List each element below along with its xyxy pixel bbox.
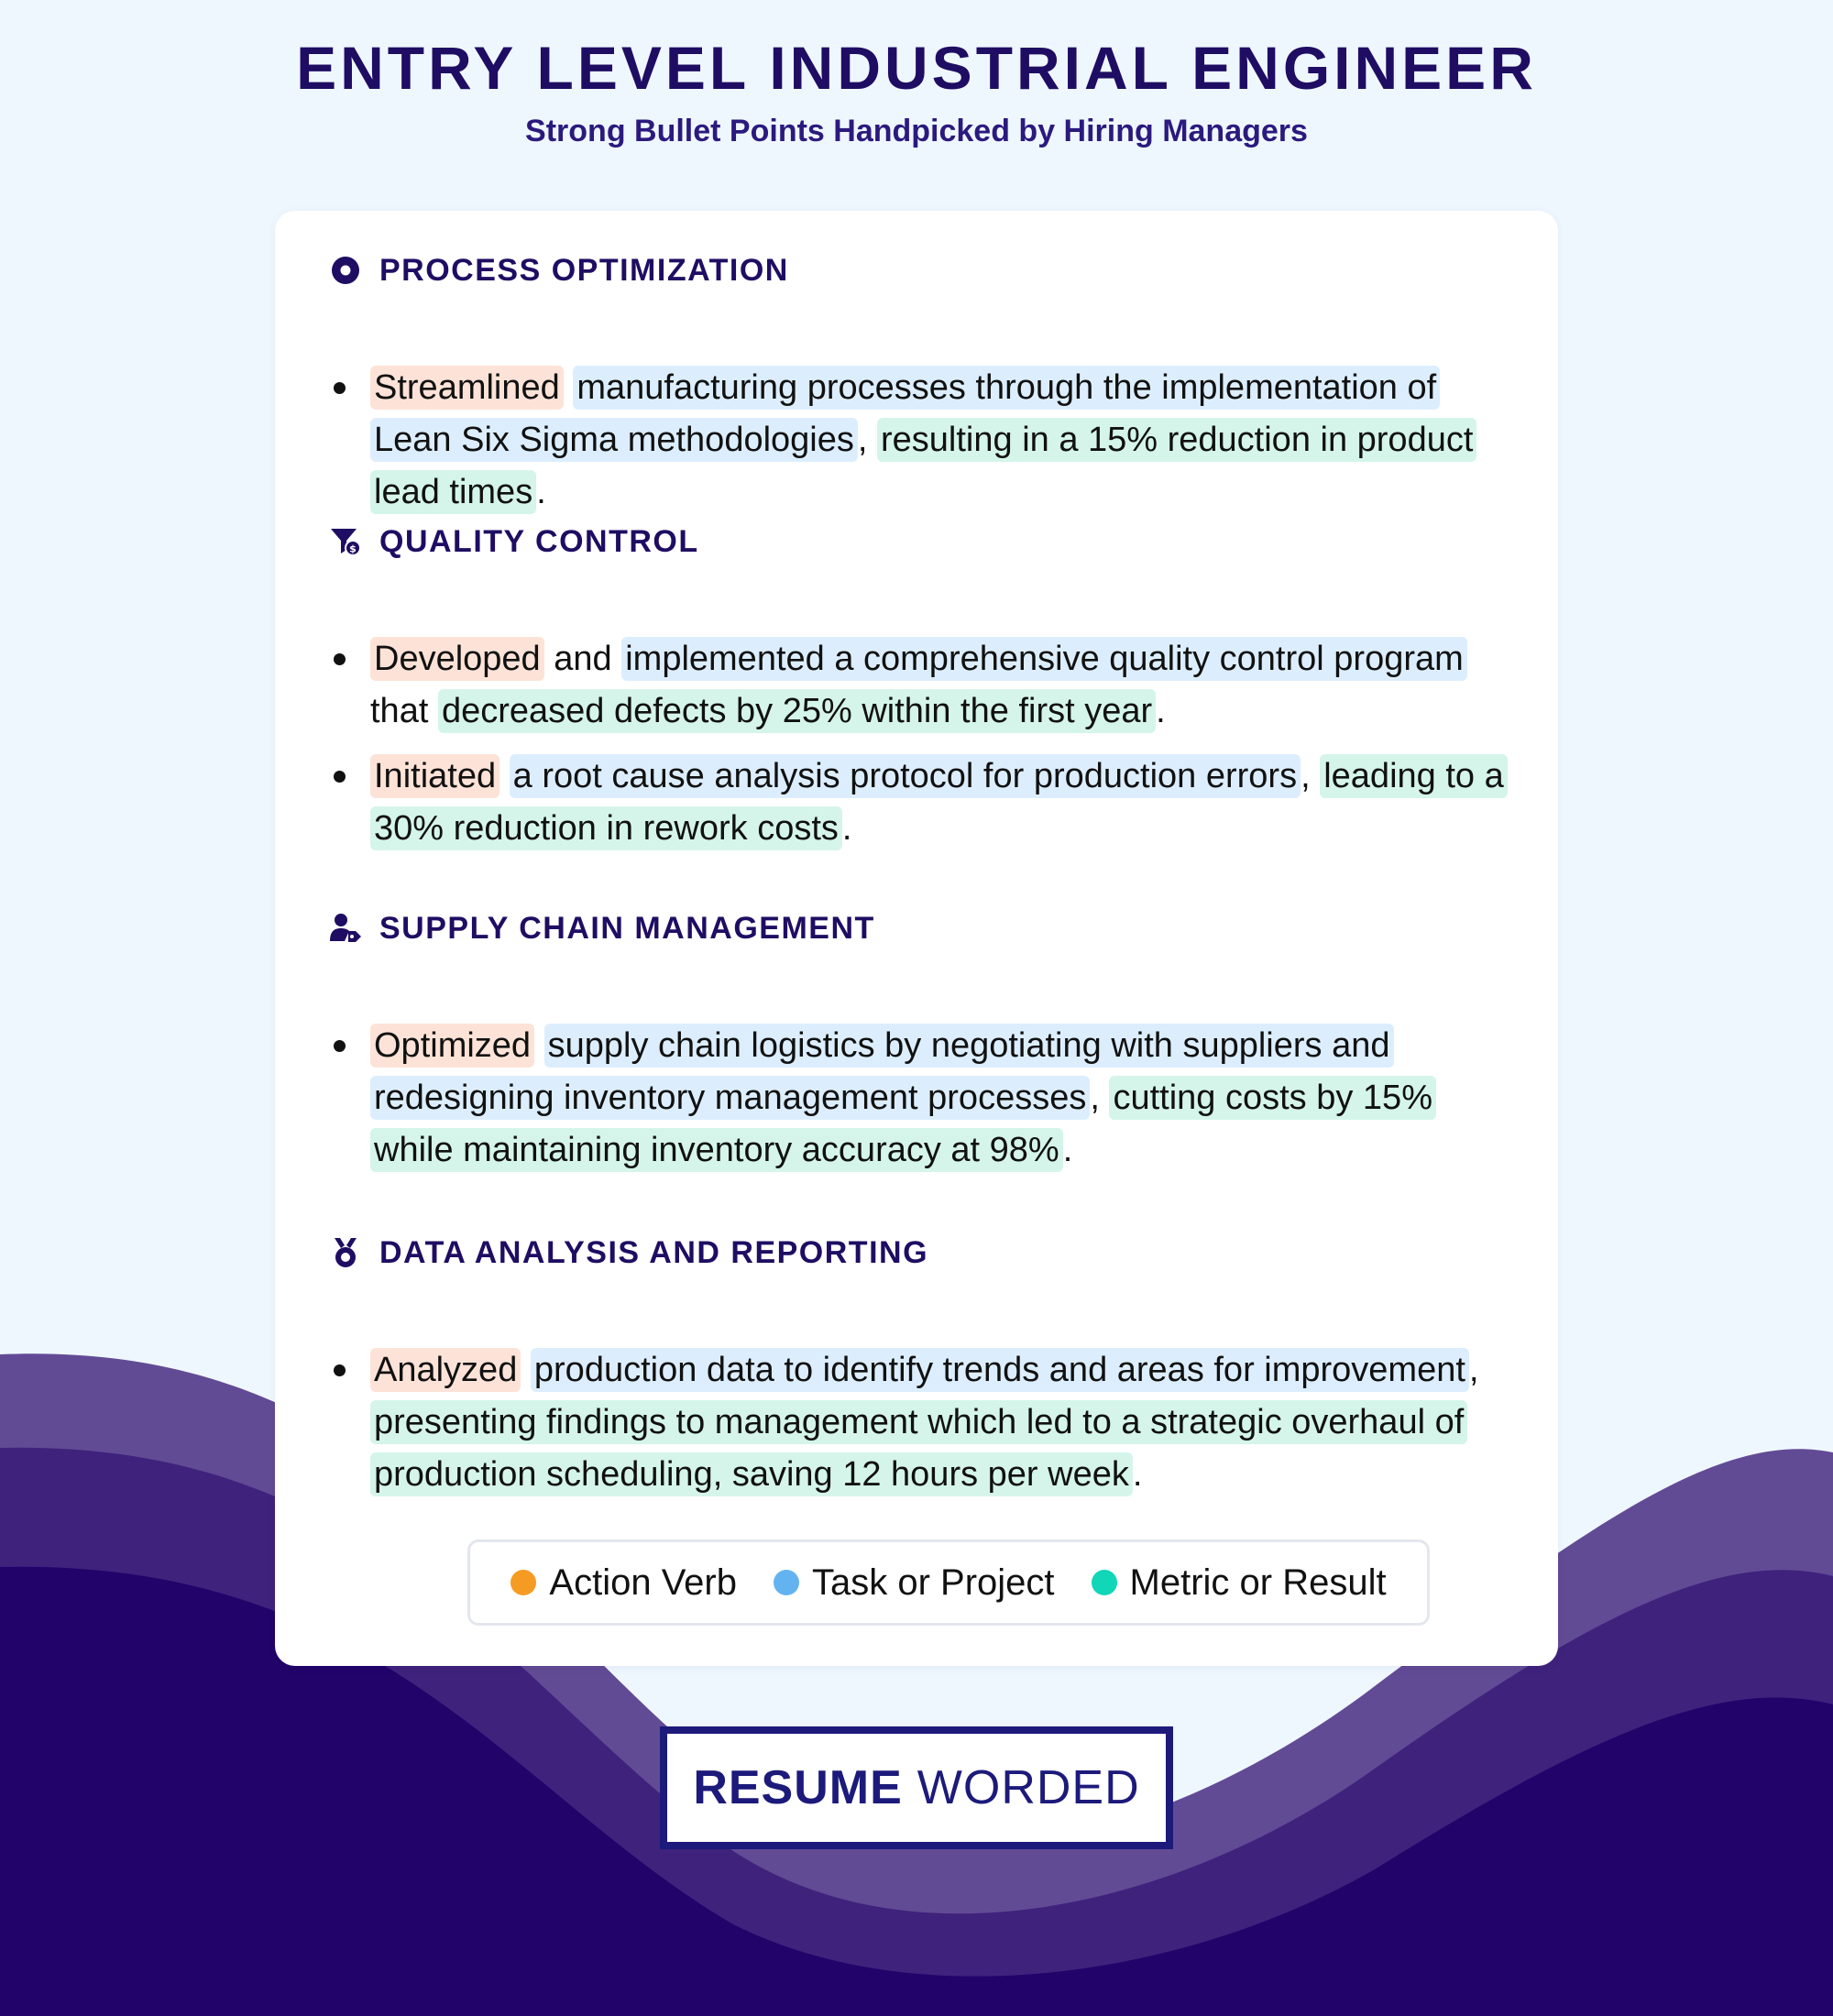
- metric-or-result: cutting costs by 15% while maintaining inventory accuracy at 98%: [370, 1076, 1436, 1172]
- section-header: [330, 905, 875, 951]
- bullet-marker: [334, 382, 346, 394]
- highlight-legend: [467, 1539, 1430, 1626]
- logo-bold-text: RESUME: [693, 1761, 903, 1814]
- connector-text: ,: [1301, 757, 1321, 795]
- legend-dot-icon: [774, 1570, 799, 1595]
- bullet-list: [334, 633, 1516, 868]
- legend-item-metric-or-result: [1092, 1562, 1387, 1604]
- bullet-marker: [334, 771, 346, 783]
- task-or-project: production data to identify trends and areas for improvement: [531, 1348, 1469, 1392]
- bullet-item: [334, 1344, 1516, 1501]
- bullet-list: [334, 1344, 1516, 1514]
- task-or-project: manufacturing processes through the implementation of Lean Six Sigma methodologies: [370, 366, 1440, 462]
- section-title: SUPPLY CHAIN MANAGEMENT: [379, 910, 875, 946]
- section-title: QUALITY CONTROL: [379, 523, 699, 559]
- target-icon: [330, 255, 361, 286]
- bullet-text: [370, 633, 1516, 738]
- svg-text:$: $: [349, 542, 357, 555]
- connector-text: and: [543, 640, 622, 678]
- section-header: [330, 519, 699, 564]
- task-or-project: a root cause analysis protocol for production errors: [510, 754, 1301, 798]
- bullet-item: [334, 633, 1516, 738]
- connector-text: .: [1062, 1131, 1073, 1169]
- metric-or-result: resulting in a 15% reduction in product lead times: [370, 418, 1476, 514]
- logo-light-text: WORDED: [916, 1761, 1140, 1814]
- legend-dot-icon: [1092, 1570, 1117, 1595]
- connector-text: ,: [1090, 1079, 1110, 1117]
- task-or-project: implemented a comprehensive quality control program: [621, 637, 1467, 681]
- bullet-item: [334, 1020, 1516, 1177]
- legend-label: Task or Project: [811, 1561, 1055, 1603]
- bullet-points-card: [275, 211, 1558, 1666]
- action-verb: Initiated: [370, 754, 499, 798]
- connector-text: that: [370, 692, 438, 730]
- page-subtitle: Strong Bullet Points Handpicked by Hiring Managers: [525, 114, 1308, 148]
- bullet-marker: [334, 653, 346, 665]
- section-title: DATA ANALYSIS AND REPORTING: [379, 1234, 929, 1270]
- connector-text: ,: [857, 421, 877, 459]
- legend-dot-icon: [510, 1570, 536, 1595]
- funnel-dollar-icon: [330, 526, 361, 557]
- connector-text: .: [1156, 692, 1166, 730]
- metric-or-result: presenting findings to management which led to a strategic overhaul of production scheduling, saving 12 hours per week: [370, 1400, 1467, 1496]
- bullet-marker: [334, 1040, 346, 1052]
- resume-worded-logo: [660, 1726, 1173, 1849]
- connector-text: .: [841, 809, 852, 848]
- task-or-project: supply chain logistics by negotiating with suppliers and redesigning inventory management processes: [370, 1024, 1394, 1120]
- section-header: [330, 247, 789, 293]
- connector-text: .: [1132, 1455, 1143, 1494]
- bullet-list: [334, 362, 1516, 531]
- legend-label: Action Verb: [549, 1561, 737, 1603]
- action-verb: Developed: [370, 637, 544, 681]
- user-tag-icon: [330, 913, 361, 944]
- connector-text: .: [536, 473, 546, 511]
- bullet-item: [334, 362, 1516, 519]
- section-header: [330, 1230, 928, 1276]
- metric-or-result: decreased defects by 25% within the first year: [438, 689, 1156, 733]
- page-title: ENTRY LEVEL INDUSTRIAL ENGINEER: [296, 34, 1537, 102]
- section-title: PROCESS OPTIMIZATION: [379, 252, 789, 288]
- connector-text: [564, 368, 574, 407]
- bullet-item: [334, 751, 1516, 855]
- metric-or-result: leading to a 30% reduction in rework costs: [370, 754, 1508, 850]
- action-verb: Analyzed: [370, 1348, 521, 1392]
- connector-text: [499, 757, 510, 795]
- legend-item-action-verb: [510, 1562, 737, 1604]
- action-verb: Optimized: [370, 1024, 534, 1068]
- bullet-marker: [334, 1364, 346, 1376]
- legend-item-task-or-project: [774, 1562, 1055, 1604]
- medal-icon: [330, 1237, 361, 1268]
- bullet-list: [334, 1020, 1516, 1189]
- connector-text: [534, 1026, 544, 1065]
- bullet-text: [370, 751, 1516, 855]
- legend-label: Metric or Result: [1129, 1561, 1387, 1603]
- connector-text: ,: [1468, 1351, 1479, 1389]
- bullet-text: [370, 1344, 1516, 1501]
- bullet-text: [370, 1020, 1516, 1177]
- bullet-text: [370, 362, 1516, 519]
- connector-text: [521, 1351, 531, 1389]
- action-verb: Streamlined: [370, 366, 564, 410]
